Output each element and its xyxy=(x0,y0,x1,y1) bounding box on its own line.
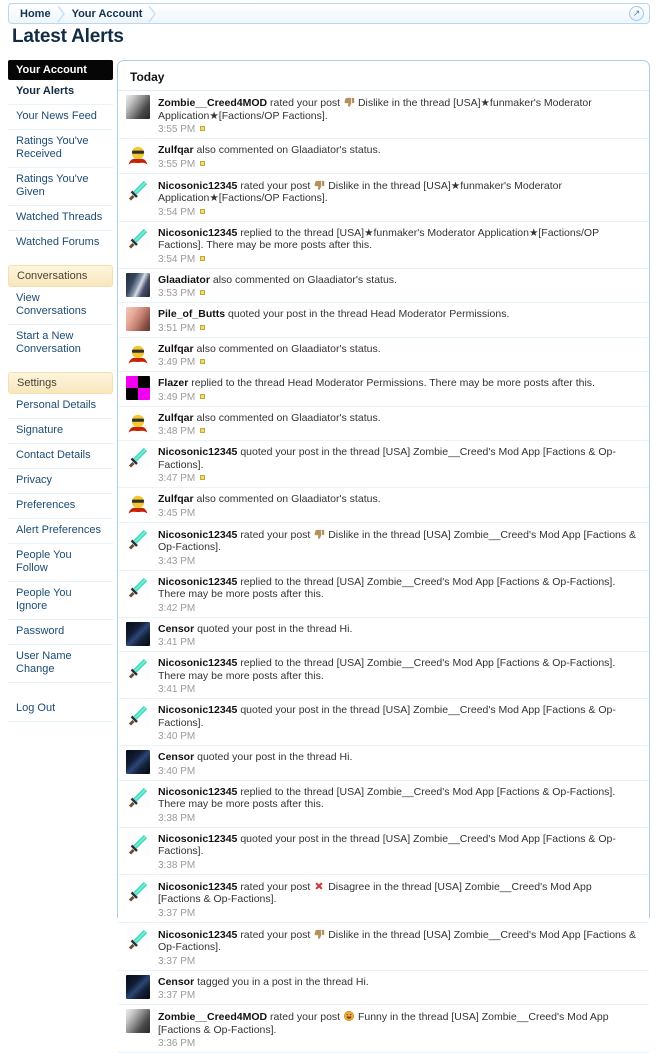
username-link[interactable]: Nicosonic12345 xyxy=(158,179,238,192)
username-link[interactable]: Zulfqar xyxy=(158,342,194,355)
rating-label: Dislike xyxy=(328,179,360,192)
breadcrumb xyxy=(8,3,650,24)
alert-message xyxy=(158,493,637,506)
sidebar-item-password[interactable]: Password xyxy=(8,619,113,644)
alert-message xyxy=(158,786,637,811)
sidebar-item-personal-details[interactable]: Personal Details xyxy=(16,399,97,411)
alert-message xyxy=(158,343,637,356)
alert-timestamp xyxy=(158,159,637,171)
jump-to-navigation-button[interactable] xyxy=(629,6,644,21)
censor-avatar[interactable] xyxy=(126,622,150,646)
rating-label: Disagree xyxy=(328,880,371,893)
censor-avatar[interactable] xyxy=(126,750,150,774)
sword-avatar[interactable] xyxy=(126,575,150,599)
username-link[interactable]: Flazer xyxy=(158,377,189,389)
alert-message xyxy=(158,227,637,252)
alert-text xyxy=(158,749,637,778)
alert-suffix-text: . There may be more posts after this. xyxy=(158,575,616,600)
alert-message xyxy=(158,179,637,205)
alert-row xyxy=(118,441,649,488)
sword-avatar[interactable] xyxy=(126,527,150,551)
alert-message xyxy=(158,96,637,122)
alert-row xyxy=(118,1005,649,1053)
alert-action-text: also commented on Glaadiator's status. xyxy=(196,342,381,355)
alert-text xyxy=(158,526,637,568)
thread-link[interactable]: [USA] Zombie__Creed's Mod App [Factions & Op-Factions] xyxy=(158,528,637,553)
alert-text xyxy=(158,94,637,136)
alert-row xyxy=(118,139,649,174)
alert-action-text: quoted your post in the thread xyxy=(240,704,380,716)
thread-link[interactable]: Head Moderator Permissions xyxy=(287,377,424,389)
zulfqar-avatar[interactable] xyxy=(126,492,150,516)
alert-action-text: replied to the thread xyxy=(191,377,285,389)
alert-timestamp xyxy=(158,473,637,485)
unread-marker xyxy=(200,428,205,433)
alert-suffix-text: . xyxy=(200,845,204,857)
alert-action-text: in the thread xyxy=(391,97,451,109)
alert-timestamp xyxy=(158,1038,637,1050)
alert-action-text: in the thread xyxy=(373,880,432,893)
sword-avatar[interactable] xyxy=(126,927,150,951)
rating-label: Dislike xyxy=(328,928,360,941)
page-title: Latest Alerts xyxy=(12,26,124,47)
time-text: 3:37 PM xyxy=(158,990,196,1001)
rating-label: Dislike xyxy=(328,528,360,541)
alert-row xyxy=(118,174,649,222)
alert-action-text: rated your post xyxy=(270,97,341,109)
alert-timestamp xyxy=(158,684,637,696)
sidebar-section-header: Your Account xyxy=(8,60,113,80)
alert-text xyxy=(158,702,637,743)
unread-marker xyxy=(200,475,205,480)
alert-suffix-text: . There may be more posts after this. xyxy=(158,785,616,810)
time-text: 3:37 PM xyxy=(158,955,196,967)
alerts-panel xyxy=(117,60,650,1049)
alert-timestamp xyxy=(158,392,637,404)
alert-row xyxy=(118,488,649,523)
unread-marker xyxy=(200,256,205,261)
sword-avatar[interactable] xyxy=(126,785,150,809)
alert-action-text: rated your post xyxy=(270,1011,341,1023)
alert-suffix-text: . xyxy=(218,941,222,953)
alert-suffix-text: . There may be more posts after this. xyxy=(423,377,595,389)
sidebar-item-user-name-change[interactable]: User Name Change xyxy=(8,644,113,682)
sword-avatar[interactable] xyxy=(126,178,150,202)
arrow-up-right-icon: ↗ xyxy=(632,8,641,18)
alert-message xyxy=(158,976,637,989)
username-link[interactable]: Zulfqar xyxy=(158,493,194,505)
thread-link[interactable]: [USA] Zombie__Creed's Mod App [Factions & Op-Factions] xyxy=(158,446,616,471)
breadcrumb-items xyxy=(14,4,157,23)
sword-avatar[interactable] xyxy=(126,226,150,250)
username-link[interactable]: Nicosonic12345 xyxy=(158,226,238,239)
sword-avatar[interactable] xyxy=(126,656,150,680)
sidebar-item-start-a-new-conversation[interactable]: Start a New Conversation xyxy=(8,324,113,362)
time-text: 3:36 PM xyxy=(158,1038,196,1049)
sidebar-section-conversations xyxy=(8,265,113,362)
sword-avatar[interactable] xyxy=(126,703,150,727)
alert-action-text: rated your post xyxy=(240,528,311,541)
alert-message xyxy=(158,1010,637,1036)
alert-message xyxy=(158,623,637,636)
sidebar-item-your-news-feed[interactable]: Your News Feed xyxy=(8,104,113,129)
alert-timestamp xyxy=(158,508,637,520)
alert-row xyxy=(118,781,649,828)
thread-link[interactable]: Hi xyxy=(339,751,350,763)
alert-text xyxy=(158,272,637,301)
sidebar-item-signature[interactable]: Signature xyxy=(8,418,113,443)
alert-text xyxy=(158,177,637,219)
alert-row xyxy=(118,746,649,781)
alert-timestamp xyxy=(158,323,637,335)
zombie-avatar[interactable] xyxy=(126,1009,150,1033)
username-link[interactable]: Censor xyxy=(158,975,195,988)
alert-message xyxy=(158,446,637,471)
sidebar-section-header: Settings xyxy=(8,372,113,394)
alert-action-text: also commented on Glaadiator's status. xyxy=(196,144,381,156)
thread-link[interactable]: [USA] Zombie__Creed's Mod App [Factions & Op-Factions] xyxy=(158,704,616,729)
alert-action-text: in the thread xyxy=(362,179,421,192)
time-text: 3:47 PM xyxy=(158,473,196,484)
unread-marker xyxy=(200,290,205,295)
alert-timestamp xyxy=(158,766,637,778)
username-link[interactable]: Nicosonic12345 xyxy=(158,528,238,541)
alert-text xyxy=(158,655,637,696)
alert-row xyxy=(118,222,649,269)
alert-timestamp xyxy=(158,813,637,825)
alert-message xyxy=(158,308,637,321)
date-group-header: Today xyxy=(118,67,649,91)
time-text: 3:40 PM xyxy=(158,765,196,777)
alert-row xyxy=(118,875,649,923)
username-link[interactable]: Nicosonic12345 xyxy=(158,880,238,893)
alert-suffix-text: . There may be more posts after this. xyxy=(158,657,616,682)
alert-message xyxy=(158,576,637,601)
alert-row xyxy=(118,303,649,338)
alert-message xyxy=(158,928,637,954)
alert-row xyxy=(118,828,649,875)
alert-action-text: quoted your post in the thread xyxy=(228,308,368,320)
alert-timestamp xyxy=(158,956,637,968)
sidebar-item-watched-forums[interactable]: Watched Forums xyxy=(8,230,113,255)
alert-message xyxy=(158,144,637,157)
alert-text xyxy=(158,375,637,404)
alert-timestamp xyxy=(158,908,637,920)
funny-face-icon xyxy=(343,1010,355,1022)
alert-row xyxy=(118,523,649,571)
username-link[interactable]: Pile_of_Butts xyxy=(158,308,226,320)
sidebar-item-ratings-you-ve-received[interactable]: Ratings You've Received xyxy=(8,129,113,167)
sidebar-item-preferences[interactable]: Preferences xyxy=(8,493,113,518)
alert-action-text: also commented on Glaadiator's status. xyxy=(196,411,381,424)
alert-suffix-text: . xyxy=(349,622,353,635)
time-text: 3:51 PM xyxy=(158,322,196,334)
thread-link[interactable]: [USA] Zombie__Creed's Mod App [Factions & Op-Factions] xyxy=(336,575,613,588)
alert-suffix-text: . xyxy=(324,109,328,122)
username-link[interactable]: Nicosonic12345 xyxy=(158,446,238,458)
alert-text xyxy=(158,974,637,1003)
alert-action-text: replied to the thread xyxy=(240,226,334,239)
username-link[interactable]: Nicosonic12345 xyxy=(158,832,238,845)
zulfqar-avatar[interactable] xyxy=(126,143,150,167)
username-link[interactable]: Nicosonic12345 xyxy=(158,928,238,941)
username-link[interactable]: Zombie__Creed4MOD xyxy=(158,97,268,109)
time-text: 3:38 PM xyxy=(158,859,196,871)
alert-row xyxy=(118,338,649,373)
sidebar-item-view-conversations[interactable]: View Conversations xyxy=(16,292,87,317)
username-link[interactable]: Glaadiator xyxy=(158,273,210,286)
sword-avatar[interactable] xyxy=(126,879,150,903)
alert-row xyxy=(118,372,649,407)
sidebar-item-watched-threads[interactable]: Watched Threads xyxy=(8,205,113,230)
thumbs-down-icon xyxy=(313,179,325,191)
alert-row xyxy=(118,652,649,699)
sidebar-item-your-alerts[interactable]: Your Alerts xyxy=(16,85,75,97)
sidebar-section-settings xyxy=(8,372,113,722)
alert-text xyxy=(158,784,637,825)
alert-suffix-text: . xyxy=(200,716,204,729)
alert-action-text: also commented on Glaadiator's status. xyxy=(196,493,381,505)
alert-suffix-text: . xyxy=(218,541,222,553)
alert-row xyxy=(118,923,649,971)
alert-suffix-text: . xyxy=(365,975,369,988)
rating-label: Funny xyxy=(357,1011,388,1023)
alert-timestamp xyxy=(158,556,637,568)
alert-text xyxy=(158,831,637,872)
sidebar-item-people-you-ignore[interactable]: People You Ignore xyxy=(8,581,113,619)
time-text: 3:42 PM xyxy=(158,602,196,614)
unread-marker xyxy=(200,394,205,399)
alert-timestamp xyxy=(158,207,637,219)
time-text: 3:55 PM xyxy=(158,124,196,135)
time-text: 3:40 PM xyxy=(158,731,196,742)
username-link[interactable]: Nicosonic12345 xyxy=(158,704,238,716)
alert-message xyxy=(158,528,637,554)
alert-text xyxy=(158,306,637,335)
alert-action-text: quoted your post in the thread xyxy=(240,832,380,845)
zulfqar-avatar[interactable] xyxy=(126,342,150,366)
alert-row xyxy=(118,407,649,442)
alert-timestamp xyxy=(158,288,637,300)
alert-message xyxy=(158,412,637,425)
red-x-icon xyxy=(313,880,325,892)
alert-row xyxy=(118,618,649,653)
alert-action-text: quoted your post in the thread xyxy=(240,446,380,458)
thread-link[interactable]: [USA] Zombie__Creed's Mod App [Factions & Op-Factions] xyxy=(158,928,637,953)
unread-marker xyxy=(200,209,205,214)
username-link[interactable]: Censor xyxy=(158,622,195,635)
alert-action-text: in the thread xyxy=(362,528,421,541)
alert-text xyxy=(158,491,637,520)
username-link[interactable]: Zombie__Creed4MOD xyxy=(158,1011,268,1023)
sidebar-section-your-account xyxy=(8,60,113,255)
alert-suffix-text: . xyxy=(273,893,277,905)
username-link[interactable]: Nicosonic12345 xyxy=(158,575,238,588)
username-link[interactable]: Zulfqar xyxy=(158,411,194,424)
thread-link[interactable]: [USA] Zombie__Creed's Mod App [Factions & Op-Factions] xyxy=(158,832,616,857)
alert-timestamp xyxy=(158,731,637,743)
time-text: 3:49 PM xyxy=(158,357,196,368)
alert-action-text: in the thread xyxy=(362,928,421,941)
sidebar-item-alert-preferences[interactable]: Alert Preferences xyxy=(8,518,113,543)
time-text: 3:54 PM xyxy=(158,253,196,265)
time-text: 3:45 PM xyxy=(158,507,196,519)
alert-suffix-text: . There may be more posts after this. xyxy=(200,239,372,251)
username-link[interactable]: Censor xyxy=(158,751,195,763)
sidebar-section-header: Conversations xyxy=(8,265,113,287)
time-text: 3:54 PM xyxy=(158,206,196,218)
alert-row xyxy=(118,971,649,1006)
alert-suffix-text: . xyxy=(200,458,204,471)
alert-row xyxy=(118,269,649,304)
alert-message xyxy=(158,880,637,906)
alert-action-text: quoted your post in the thread xyxy=(197,622,337,635)
unread-marker xyxy=(200,126,205,131)
alert-text xyxy=(158,225,637,266)
unread-marker xyxy=(200,325,205,330)
username-link[interactable]: Nicosonic12345 xyxy=(158,657,238,669)
alert-action-text: replied to the thread xyxy=(240,785,334,798)
alert-action-text: quoted your post in the thread xyxy=(197,751,337,763)
zombie-avatar[interactable] xyxy=(126,95,150,119)
breadcrumb-separator-icon xyxy=(148,4,157,23)
alert-row xyxy=(118,571,649,618)
alert-action-text: replied to the thread xyxy=(240,657,334,669)
time-text: 3:41 PM xyxy=(158,684,196,695)
alert-action-text: replied to the thread xyxy=(240,575,334,588)
alert-text xyxy=(158,574,637,615)
alert-timestamp xyxy=(158,637,637,649)
alert-action-text: rated your post xyxy=(240,880,311,893)
alert-text xyxy=(158,410,637,439)
time-text: 3:49 PM xyxy=(158,391,196,403)
alert-text xyxy=(158,341,637,370)
thread-link[interactable]: Hi xyxy=(355,975,366,988)
alert-timestamp xyxy=(158,860,637,872)
sidebar xyxy=(8,60,113,732)
alert-text xyxy=(158,444,637,485)
alert-timestamp xyxy=(158,603,637,615)
time-text: 3:53 PM xyxy=(158,288,196,299)
time-text: 3:38 PM xyxy=(158,812,196,824)
alert-action-text: in the thread xyxy=(390,1011,449,1023)
sidebar-item-log-out[interactable]: Log Out xyxy=(8,682,113,722)
alert-message xyxy=(158,704,637,729)
breadcrumb-item-your-account[interactable]: Your Account xyxy=(71,7,143,20)
thread-link[interactable]: [USA]★funmaker's Moderator Application★[Factions/OP Factions] xyxy=(158,226,599,251)
thumbs-down-icon xyxy=(343,96,355,108)
time-text: 3:41 PM xyxy=(158,637,196,648)
flazer-avatar[interactable] xyxy=(126,376,150,400)
alert-action-text: tagged you in a post in the thread xyxy=(197,975,353,988)
sidebar-item-people-you-follow[interactable]: People You Follow xyxy=(8,543,113,581)
thumbs-down-icon xyxy=(313,928,325,940)
alert-suffix-text: . xyxy=(506,308,510,320)
time-text: 3:55 PM xyxy=(158,158,196,170)
thumbs-down-icon xyxy=(313,528,325,540)
username-link[interactable]: Nicosonic12345 xyxy=(158,785,238,798)
sword-avatar[interactable] xyxy=(126,832,150,856)
thread-link[interactable]: [USA] Zombie__Creed's Mod App [Factions & Op-Factions] xyxy=(158,1011,609,1036)
alert-suffix-text: . xyxy=(273,1023,277,1036)
sidebar-item-ratings-you-ve-given[interactable]: Ratings You've Given xyxy=(8,167,113,205)
alert-text xyxy=(158,142,637,171)
alert-message xyxy=(158,377,637,390)
alert-message xyxy=(158,657,637,682)
alert-timestamp xyxy=(158,357,637,369)
thread-link[interactable]: [USA] Zombie__Creed's Mod App [Factions & Op-Factions] xyxy=(336,785,613,798)
time-text: 3:43 PM xyxy=(158,555,196,567)
alert-message xyxy=(158,751,637,764)
alert-row xyxy=(118,91,649,139)
thread-link[interactable]: Hi xyxy=(339,622,350,635)
alert-row xyxy=(118,699,649,746)
alert-timestamp xyxy=(158,990,637,1002)
pile-avatar[interactable] xyxy=(126,307,150,331)
alert-action-text: also commented on Glaadiator's status. xyxy=(212,273,397,286)
username-link[interactable]: Zulfqar xyxy=(158,144,194,156)
alert-timestamp xyxy=(158,426,637,438)
unread-marker xyxy=(200,161,205,166)
rating-label: Dislike xyxy=(357,97,389,109)
time-text: 3:37 PM xyxy=(158,907,196,919)
alert-suffix-text: . xyxy=(324,192,328,204)
sidebar-item-contact-details[interactable]: Contact Details xyxy=(8,443,113,468)
censor-avatar[interactable] xyxy=(126,975,150,999)
sidebar-item-privacy[interactable]: Privacy xyxy=(8,468,113,493)
alert-action-text: rated your post xyxy=(240,179,311,192)
alert-text xyxy=(158,926,637,968)
thread-link[interactable]: [USA]★funmaker's Moderator Application★[Factions/OP Factions] xyxy=(158,179,562,204)
breadcrumb-item-home[interactable]: Home xyxy=(20,7,51,20)
alert-action-text: rated your post xyxy=(240,928,311,941)
alert-message xyxy=(158,833,637,858)
unread-marker xyxy=(200,359,205,364)
breadcrumb-separator-icon xyxy=(57,4,66,23)
alert-text xyxy=(158,878,637,920)
time-text: 3:48 PM xyxy=(158,426,196,437)
alert-timestamp xyxy=(158,124,637,136)
alert-suffix-text: . xyxy=(349,751,353,763)
alert-timestamp xyxy=(158,254,637,266)
alert-text xyxy=(158,1008,637,1050)
zulfqar-avatar[interactable] xyxy=(126,411,150,435)
alert-message xyxy=(158,274,637,287)
thread-link[interactable]: Head Moderator Permissions xyxy=(370,308,507,320)
alert-list xyxy=(118,91,649,1053)
thread-link[interactable]: [USA] Zombie__Creed's Mod App [Factions & Op-Factions] xyxy=(158,880,592,905)
thread-link[interactable]: [USA] Zombie__Creed's Mod App [Factions & Op-Factions] xyxy=(336,657,613,669)
thread-link[interactable]: [USA]★funmaker's Moderator Application★[Factions/OP Factions] xyxy=(158,97,592,122)
alert-text xyxy=(158,621,637,650)
glaadiator-avatar[interactable] xyxy=(126,273,150,297)
sword-avatar[interactable] xyxy=(126,445,150,469)
